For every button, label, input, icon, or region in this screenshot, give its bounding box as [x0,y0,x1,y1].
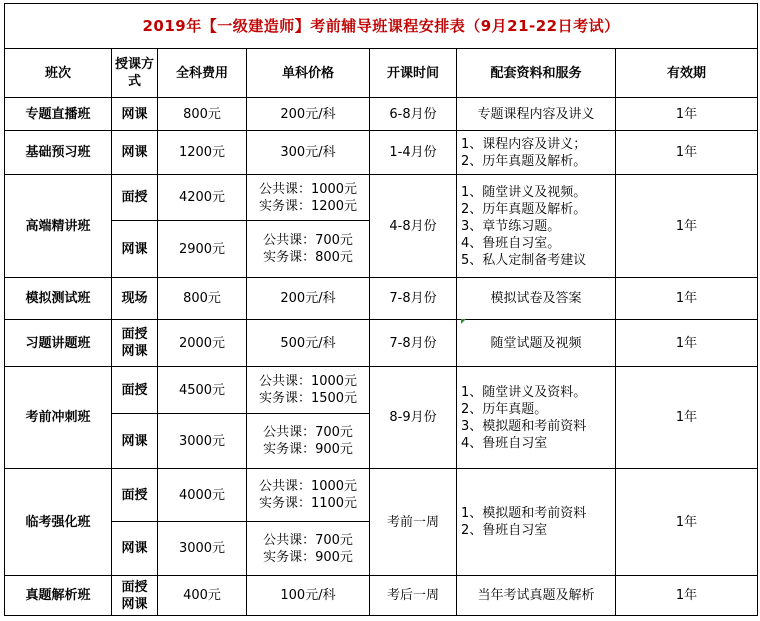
unit-price: 500元/科 [247,320,370,367]
class-name: 高端精讲班 [5,175,112,278]
service-line: 1、课程内容及讲义； [461,136,587,152]
teaching-mode: 网课 [112,522,158,576]
unit-price-line: 公共课：700元 [263,532,353,548]
teaching-mode: 网课 [112,221,158,278]
class-name: 基础预习班 [5,131,112,175]
unit-price [247,175,370,221]
full-fee: 800元 [158,278,247,320]
class-name: 习题讲题班 [5,320,112,367]
full-fee: 800元 [158,98,247,131]
header-mode: 授课方式 [112,49,158,98]
teaching-mode: 面授 [112,175,158,221]
unit-price [247,367,370,414]
start-time: 1-4月份 [370,131,457,175]
service-line: 3、模拟题和考前资料 [461,418,587,434]
mode-line: 面授 [121,327,148,342]
unit-price-line: 公共课：700元 [263,233,353,248]
header-start-time: 开课时间 [370,49,457,98]
full-fee: 4200元 [158,175,247,221]
unit-price-line: 公共课：1000元 [258,181,358,197]
class-name: 专题直播班 [5,98,112,131]
class-name: 真题解析班 [5,576,112,616]
unit-price-line: 实务课：1500元 [258,391,358,406]
table-row [5,469,758,522]
course-schedule-table [4,3,758,616]
unit-price-line: 实务课：1100元 [258,496,358,511]
service-line: 2、历年真题。 [461,401,548,417]
unit-price [247,469,370,522]
unit-price: 300元/科 [247,131,370,175]
start-time: 4-8月份 [370,175,457,278]
service-line: 3、章节练习题。 [461,218,561,234]
full-fee: 3000元 [158,414,247,469]
teaching-mode [112,576,158,616]
full-fee: 2000元 [158,320,247,367]
start-time: 7-8月份 [370,278,457,320]
services: 当年考试真题及解析 [457,576,616,616]
full-fee: 2900元 [158,221,247,278]
full-fee: 3000元 [158,522,247,576]
validity: 1年 [616,576,758,616]
service-line: 1、随堂讲义及资料。 [461,384,587,400]
start-time: 7-8月份 [370,320,457,367]
validity: 1年 [616,98,758,131]
header-unit-price: 单科价格 [247,49,370,98]
service-line: 1、模拟题和考前资料 [461,506,587,521]
service-line: 2、历年真题及解析。 [461,153,587,169]
service-line: 4、鲁班自习室。 [461,235,561,251]
validity: 1年 [616,320,758,367]
service-line: 5、私人定制备考建议 [461,252,587,268]
service-line: 2、鲁班自习室 [461,523,548,538]
table-row [5,576,758,616]
unit-price: 200元/科 [247,98,370,131]
class-name: 模拟测试班 [5,278,112,320]
table-row [5,278,758,320]
teaching-mode: 网课 [112,98,158,131]
unit-price-line: 公共课：1000元 [258,479,358,494]
unit-price [247,522,370,576]
services [457,469,616,576]
full-fee: 1200元 [158,131,247,175]
full-fee: 4000元 [158,469,247,522]
mode-line: 网课 [121,596,148,612]
header-services: 配套资料和服务 [457,49,616,98]
mode-line: 面授 [121,579,148,595]
services: 专题课程内容及讲义 [457,98,616,131]
header-validity: 有效期 [616,49,758,98]
unit-price-line: 公共课：700元 [263,425,353,440]
teaching-mode: 现场 [112,278,158,320]
class-name: 临考强化班 [5,469,112,576]
teaching-mode: 面授 [112,469,158,522]
services: 模拟试卷及答案 [457,278,616,320]
table-row [5,320,758,367]
validity: 1年 [616,175,758,278]
table-row [5,98,758,131]
start-time: 考前一周 [370,469,457,576]
header-full-fee: 全科费用 [158,49,247,98]
service-line: 2、历年真题及解析。 [461,201,587,217]
unit-price-line: 实务课：1200元 [258,198,358,214]
unit-price [247,221,370,278]
services [457,367,616,469]
table-row [5,131,758,175]
start-time: 6-8月份 [370,98,457,131]
service-line: 1、随堂讲义及视频。 [461,184,587,200]
cell-comment-marker [461,319,466,324]
validity: 1年 [616,131,758,175]
unit-price [247,414,370,469]
start-time: 考后一周 [370,576,457,616]
teaching-mode: 网课 [112,131,158,175]
table-row [5,175,758,221]
table-title: 2019年【一级建造师】考前辅导班课程安排表（9月21-22日考试） [5,4,758,49]
unit-price-line: 实务课：900元 [263,442,353,457]
services [457,131,616,175]
start-time: 8-9月份 [370,367,457,469]
teaching-mode [112,320,158,367]
header-class: 班次 [5,49,112,98]
validity: 1年 [616,469,758,576]
full-fee: 400元 [158,576,247,616]
mode-line: 网课 [121,344,148,359]
teaching-mode: 网课 [112,414,158,469]
unit-price-line: 公共课：1000元 [258,374,358,389]
services: 随堂试题及视频 [457,320,616,367]
teaching-mode: 面授 [112,367,158,414]
class-name: 考前冲刺班 [5,367,112,469]
validity: 1年 [616,278,758,320]
header-row [5,49,758,98]
validity: 1年 [616,367,758,469]
unit-price-line: 实务课：800元 [263,250,353,265]
title-row [5,4,758,49]
unit-price: 200元/科 [247,278,370,320]
unit-price-line: 实务课：900元 [263,549,353,565]
services [457,175,616,278]
table-row [5,367,758,414]
service-line: 4、鲁班自习室 [461,435,548,451]
full-fee: 4500元 [158,367,247,414]
unit-price: 100元/科 [247,576,370,616]
